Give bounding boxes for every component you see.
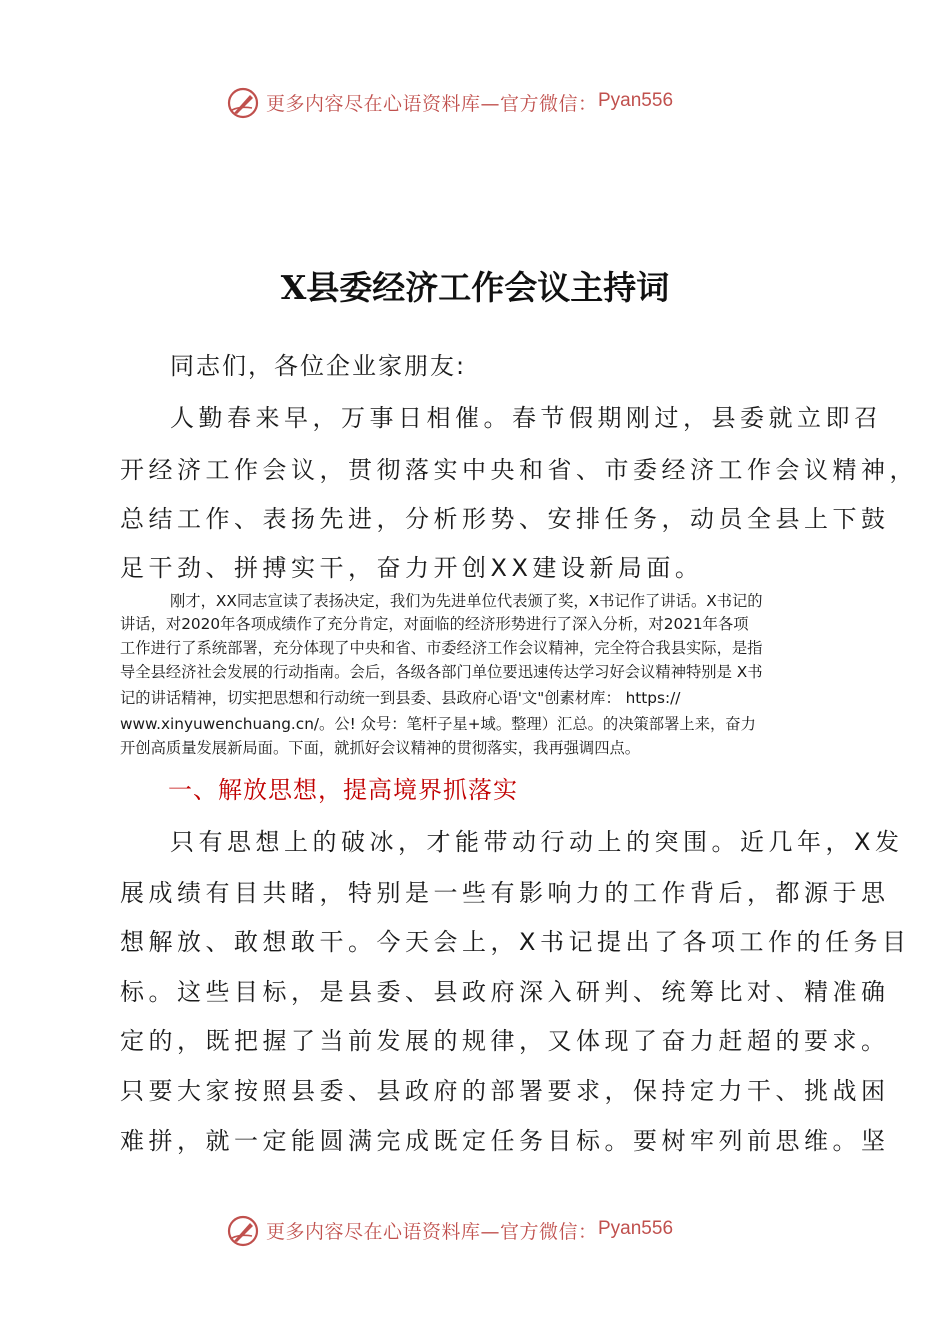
watermark-text: 更多内容尽在心语资料库—官方微信： <box>266 93 598 115</box>
body-line: 想解放、敢想敢干。今天会上，X书记提出了各项工作的任务目 <box>120 928 911 956</box>
summary-line: 讲话，对2020年各项成绩作了充分肯定，对面临的经济形势进行了深入分析，对2021年各项 <box>120 615 749 633</box>
intro-line: 总结工作、表扬先进，分析形势、安排任务，动员全县上下鼓 <box>120 505 890 533</box>
summary-line: 刚才，XX同志宣读了表扬决定，我们为先进单位代表颁了奖，X书记作了讲话。X书记的 <box>170 592 763 610</box>
body-line: 只要大家按照县委、县政府的部署要求，保持定力干、挑战困 <box>120 1077 890 1105</box>
summary-line: 记的讲话精神，切实把思想和行动统一到县委、县政府心语'文"创素材库： https:// <box>120 689 681 707</box>
body-line: 定的，既把握了当前发展的规律，又体现了奋力赶超的要求。 <box>120 1027 890 1055</box>
watermark-header <box>0 82 950 122</box>
intro-line: 人勤春来早，万事日相催。春节假期刚过，县委就立即召 <box>170 404 883 432</box>
greeting: 同志们，各位企业家朋友: <box>170 352 467 380</box>
body-line: 只有思想上的破冰，才能带动行动上的突围。近几年，X发 <box>170 828 904 856</box>
body-line: 标。这些目标，是县委、县政府深入研判、统筹比对、精准确 <box>120 978 890 1006</box>
summary-line: 开创高质量发展新局面。下面，就抓好会议精神的贯彻落实，我再强调四点。 <box>120 739 641 757</box>
watermark-wechat-id: Pyan556 <box>598 90 674 111</box>
intro-line: 开经济工作会议，贯彻落实中央和省、市委经济工作会议精神， <box>120 456 918 484</box>
body-line: 展成绩有目共睹，特别是一些有影响力的工作背后，都源于思 <box>120 879 890 907</box>
summary-line: 导全县经济社会发展的行动指南。会后，各级各部门单位要迅速传达学习好会议精神特别是 X书 <box>120 663 763 681</box>
quill-logo-icon <box>226 1214 260 1248</box>
summary-line: 工作进行了系统部署，充分体现了中央和省、市委经济工作会议精神，完全符合我县实际，是指 <box>120 639 763 657</box>
watermark-wechat-id: Pyan556 <box>598 1218 674 1239</box>
intro-line: 足干劲、拼搏实干，奋力开创XX建设新局面。 <box>120 554 704 582</box>
summary-line: www.xinyuwenchuang.cn/。公! 众号：笔杆子星+域。整理）汇总。的决策部署上来，奋力 <box>120 715 756 733</box>
watermark-text: 更多内容尽在心语资料库—官方微信： <box>266 1221 598 1243</box>
body-line: 难拼，就一定能圆满完成既定任务目标。要树牢列前思维。坚 <box>120 1127 890 1155</box>
quill-logo-icon <box>226 86 260 120</box>
watermark-footer <box>0 1210 950 1250</box>
document-title: X县委经济工作会议主持词 <box>280 268 670 307</box>
section-heading: 一、解放思想，提高境界抓落实 <box>168 776 518 804</box>
